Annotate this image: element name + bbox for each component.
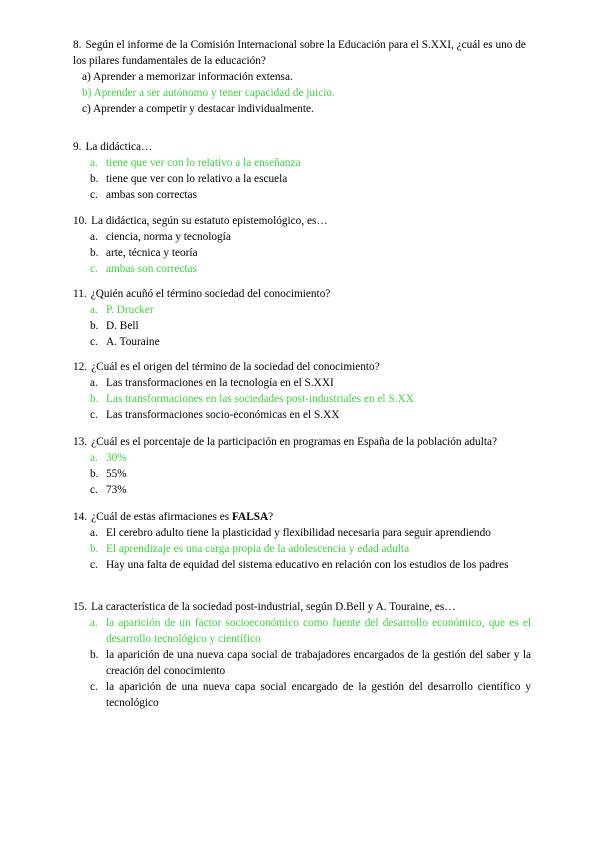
question-9 xyxy=(73,139,531,203)
option-letter: b. xyxy=(90,173,99,185)
question-11 xyxy=(73,286,531,350)
question-label: La didáctica… xyxy=(85,141,153,153)
question-label: La didáctica, según su estatuto epistemológico, es… xyxy=(91,215,328,227)
question-label: La característica de la sociedad post-industrial, según D.Bell y A. Touraine, es… xyxy=(91,601,456,613)
question-12 xyxy=(73,359,531,423)
option-c xyxy=(73,482,531,498)
option-list xyxy=(73,525,531,573)
option-text: El aprendizaje es una carga propia de la adolescencia y edad adulta xyxy=(106,543,410,555)
question-label: ¿Cuál es el porcentaje de la participación en programas en España de la población adulta? xyxy=(91,436,498,448)
question-number: 13. xyxy=(73,436,88,448)
option-text: A. Touraine xyxy=(106,336,160,348)
option-c xyxy=(73,187,531,203)
option-letter: b) xyxy=(82,87,92,99)
option-letter: b. xyxy=(90,649,99,661)
question-number: 11. xyxy=(73,288,87,300)
option-text: tiene que ver con lo relativo a la escuela xyxy=(106,173,288,185)
option-a xyxy=(73,525,531,541)
question-number: 10. xyxy=(73,215,88,227)
option-letter: c. xyxy=(90,559,98,571)
option-letter: c. xyxy=(90,189,98,201)
question-13 xyxy=(73,434,531,498)
question-number: 9. xyxy=(73,141,82,153)
option-letter: c. xyxy=(90,484,98,496)
option-letter: a. xyxy=(90,377,98,389)
option-text: Las transformaciones en la tecnología en el S.XXI xyxy=(106,377,334,389)
option-letter: b. xyxy=(90,247,99,259)
option-text: la aparición de una nueva capa social encargado de la gestión del desarrollo científico y tecnológico xyxy=(106,681,531,709)
option-b xyxy=(73,466,531,482)
option-text: Hay una falta de equidad del sistema educativo en relación con los estudios de los padres xyxy=(106,559,509,571)
option-letter: c) xyxy=(82,103,91,115)
question-label: ¿Cuál de estas afirmaciones es xyxy=(91,511,232,523)
option-list xyxy=(73,450,531,498)
option-a xyxy=(73,229,531,245)
option-c xyxy=(73,334,531,350)
option-letter: b. xyxy=(90,320,99,332)
option-text: 30% xyxy=(106,452,127,464)
option-a xyxy=(73,69,531,85)
question-number: 14. xyxy=(73,511,88,523)
question-text xyxy=(73,509,531,525)
question-text xyxy=(73,139,531,155)
option-list xyxy=(73,615,531,711)
option-letter: c. xyxy=(90,409,98,421)
option-c-correct xyxy=(73,261,531,277)
question-label: ¿Quién acuñó el término sociedad del conocimiento? xyxy=(90,288,331,300)
question-number: 8. xyxy=(73,39,82,51)
question-text xyxy=(73,359,531,375)
option-a-correct xyxy=(73,155,531,171)
question-label: ¿Cuál es el origen del término de la sociedad del conocimiento? xyxy=(91,361,380,373)
option-text: Aprender a ser autónomo y tener capacidad de juicio. xyxy=(93,87,335,99)
option-list xyxy=(73,302,531,350)
option-text: P. Drucker xyxy=(106,304,154,316)
option-letter: b. xyxy=(90,393,99,405)
option-letter: c. xyxy=(90,681,98,693)
question-number: 12. xyxy=(73,361,88,373)
option-text: 55% xyxy=(106,468,127,480)
option-letter: c. xyxy=(90,336,98,348)
option-list xyxy=(73,229,531,277)
option-b xyxy=(73,171,531,187)
option-text: arte, técnica y teoría xyxy=(106,247,198,259)
option-letter: a. xyxy=(90,527,98,539)
question-text xyxy=(73,434,531,450)
option-letter: c. xyxy=(90,263,98,275)
option-b xyxy=(73,318,531,334)
option-b xyxy=(73,647,531,679)
option-letter: a. xyxy=(90,231,98,243)
option-text: ambas son correctas xyxy=(106,189,197,201)
option-text: ambas son correctas xyxy=(106,263,197,275)
option-letter: a. xyxy=(90,617,98,629)
option-c xyxy=(73,679,531,711)
option-a-correct xyxy=(73,615,531,647)
option-text: Aprender a competir y destacar individualmente. xyxy=(92,103,314,115)
option-a-correct xyxy=(73,450,531,466)
option-b xyxy=(73,245,531,261)
question-label-end: ? xyxy=(268,511,274,523)
option-text: 73% xyxy=(106,484,127,496)
option-letter: a. xyxy=(90,304,98,316)
question-8 xyxy=(73,37,531,117)
option-b-correct xyxy=(73,391,531,407)
option-c xyxy=(73,407,531,423)
option-text: Aprender a memorizar información extensa. xyxy=(92,71,293,83)
option-text: la aparición de un factor socioeconómico como fuente del desarrollo económico, que es el desarrollo tecnológico y científico xyxy=(106,617,531,645)
question-text xyxy=(73,213,531,229)
question-emphasis: FALSA xyxy=(231,511,269,523)
option-text: El cerebro adulto tiene la plasticidad y flexibilidad necesaria para seguir aprendiendo xyxy=(106,527,491,539)
option-text: Las transformaciones socio-económicas en el S.XX xyxy=(106,409,340,421)
option-text: Las transformaciones en las sociedades post-industriales en el S.XX xyxy=(106,393,414,405)
option-list xyxy=(73,375,531,423)
question-number: 15. xyxy=(73,601,88,613)
question-text xyxy=(73,286,531,302)
question-label: Según el informe de la Comisión Internacional sobre la Educación para el S.XXI, ¿cuál es uno de los pilares fundamentales de la educación? xyxy=(73,39,526,67)
option-text: tiene que ver con lo relativo a la enseñanza xyxy=(106,157,301,169)
option-letter: a. xyxy=(90,452,98,464)
option-a-correct xyxy=(73,302,531,318)
option-a xyxy=(73,375,531,391)
option-text: D. Bell xyxy=(106,320,139,332)
question-text xyxy=(73,599,531,615)
option-c xyxy=(73,557,531,573)
option-letter: a) xyxy=(82,71,91,83)
option-letter: a. xyxy=(90,157,98,169)
question-14 xyxy=(73,509,531,573)
option-letter: b. xyxy=(90,468,99,480)
option-c xyxy=(73,101,531,117)
question-15 xyxy=(73,599,531,711)
option-b-correct xyxy=(73,85,531,101)
option-letter: b. xyxy=(90,543,99,555)
question-10 xyxy=(73,213,531,277)
option-text: ciencia, norma y tecnología xyxy=(106,231,231,243)
option-b-correct xyxy=(73,541,531,557)
option-text: la aparición de una nueva capa social de trabajadores encargados de la gestión del saber y la creación del conocimiento xyxy=(106,649,531,677)
question-text xyxy=(73,37,531,69)
option-list xyxy=(73,155,531,203)
